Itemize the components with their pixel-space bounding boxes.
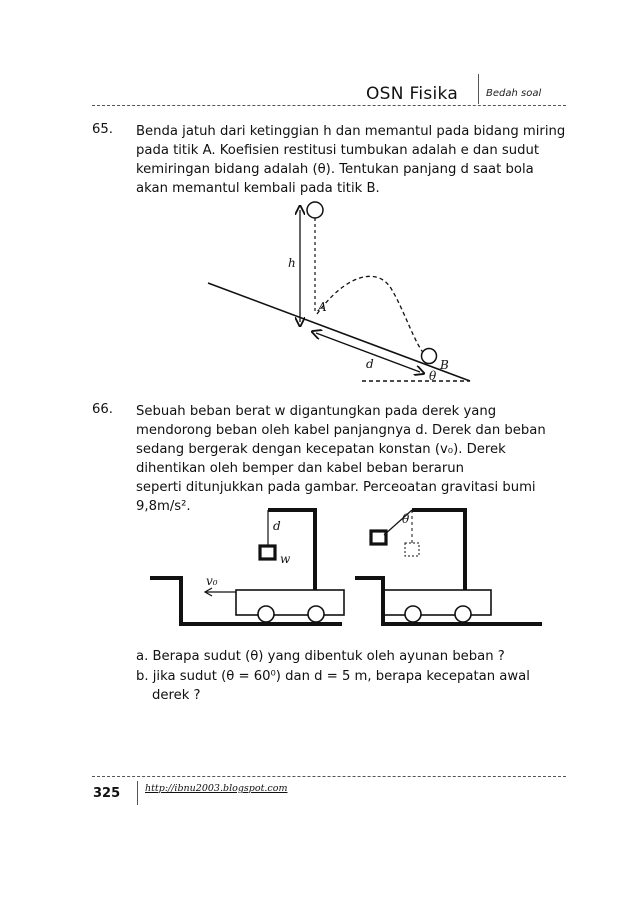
label-h: h: [288, 256, 296, 270]
label-d: d: [366, 357, 374, 371]
q66-number: 66.: [92, 402, 113, 417]
label-a: A: [318, 300, 327, 314]
q66-part-b-line-2: derek ?: [152, 688, 201, 703]
right-wheel-1: [405, 606, 421, 622]
right-ghost-load: [405, 543, 419, 556]
footer-divider: [137, 781, 138, 805]
footer-rule: [92, 776, 566, 777]
right-cart: [383, 590, 491, 615]
q66-line-6: 9,8m/s².: [136, 499, 191, 514]
page-number: 325: [93, 786, 121, 801]
left-load: [260, 546, 275, 559]
right-load: [371, 531, 386, 544]
fig66-label-w: w: [280, 552, 291, 566]
left-wheel-1: [258, 606, 274, 622]
q66-line-5: seperti ditunjukkan pada gambar. Perceoatan gravitasi bumi: [136, 480, 536, 495]
right-wheel-2: [455, 606, 471, 622]
fig66-label-theta: θ: [402, 512, 410, 526]
q66-line-2: mendorong beban oleh kabel panjangnya d. Derek dan beban: [136, 423, 546, 438]
q65-line-4: akan memantul kembali pada titik B.: [136, 181, 380, 196]
q66-part-b-line-1: b. jika sudut (θ = 60⁰) dan d = 5 m, berapa kecepatan awal: [136, 669, 530, 684]
header-title: OSN Fisika: [366, 84, 459, 104]
q65-line-1: Benda jatuh dari ketinggian h dan memantul pada bidang miring: [136, 124, 566, 139]
label-theta: θ: [429, 369, 437, 383]
label-b: B: [440, 358, 449, 372]
q65-line-3: kemiringan bidang adalah (θ). Tentukan panjang d saat bola: [136, 162, 534, 177]
fig66-label-v0: v₀: [206, 574, 218, 588]
header-subtitle: Bedah soal: [486, 88, 542, 99]
q65-number: 65.: [92, 122, 113, 137]
right-crane-arm: [412, 510, 465, 590]
fig66-label-d: d: [273, 519, 281, 533]
q66-line-3: sedang bergerak dengan kecepatan konstan (v₀). Derek: [136, 442, 506, 457]
q66-part-a: a. Berapa sudut (θ) yang dibentuk oleh ayunan beban ?: [136, 649, 505, 664]
q65-line-2: pada titik A. Koefisien restitusi tumbukan adalah e dan sudut: [136, 143, 540, 158]
q66-line-1: Sebuah beban berat w digantungkan pada derek yang: [136, 404, 497, 419]
q66-line-4: dihentikan oleh bemper dan kabel beban berarun: [136, 461, 464, 476]
left-cart: [236, 590, 344, 615]
left-wheel-2: [308, 606, 324, 622]
footer-url-link[interactable]: http://ibnu2003.blogspot.com: [145, 783, 288, 794]
